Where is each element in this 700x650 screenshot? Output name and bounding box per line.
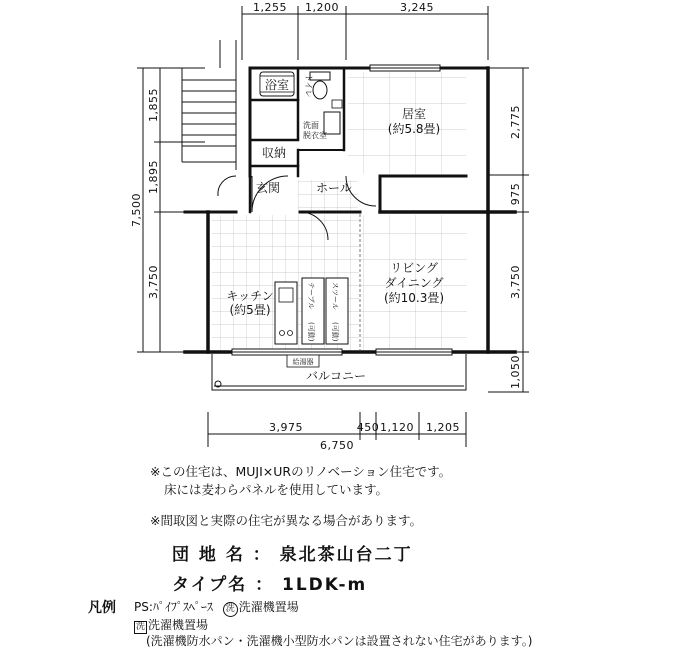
legend-row-1 [134, 598, 299, 617]
legend-washer-box-label: 洗濯機置場 [148, 618, 209, 632]
dim-top-3: 3,245 [400, 1, 434, 14]
dim-top-1: 1,255 [253, 1, 287, 14]
room-toilet: トイレ [304, 74, 313, 98]
room-balcony: バルコニー [305, 369, 367, 383]
dim-left-2: 1,895 [147, 160, 160, 194]
legend-ps: PS:ﾊﾟｲﾌﾟｽﾍﾟｰｽ [134, 600, 213, 614]
washer-box-icon: 洗 [136, 622, 146, 632]
room-living-size: (約10.3畳) [383, 291, 445, 305]
dim-right-2: 975 [509, 182, 522, 206]
washer-circle-icon: 洗 [223, 602, 238, 617]
dim-right-3: 3,750 [509, 265, 522, 299]
room-bedroom-size: (約5.8畳) [387, 122, 441, 136]
room-hall: ホール [316, 181, 352, 195]
bedroom-window [370, 65, 440, 71]
staircase [182, 40, 236, 170]
room-living-name1: リビング [390, 261, 438, 275]
legend-washer-note: (洗濯機防水パン・洗濯機小型防水パンは設置されない住宅があります。) [146, 634, 533, 648]
dim-bottom-1: 3,975 [269, 421, 303, 434]
dim-left-1: 1,855 [147, 88, 160, 122]
table-movable: (可動) [307, 322, 315, 342]
dim-left-3: 3,750 [147, 265, 160, 299]
note-disclaimer: ※間取図と実際の住宅が異なる場合があります。 [150, 513, 422, 528]
kitchen-counter [275, 282, 297, 344]
room-washroom-line2: 脱衣室 [303, 131, 327, 140]
stool-movable: (可動) [331, 322, 339, 342]
dim-bottom-total: 6,750 [320, 439, 354, 452]
room-bedroom-name: 居室 [401, 107, 427, 121]
pipe-space [332, 100, 342, 108]
dim-top-2: 1,200 [305, 1, 339, 14]
room-bath: 浴室 [264, 78, 290, 92]
dim-right-1: 2,775 [509, 105, 522, 139]
top-dimension-line [242, 6, 488, 60]
room-entrance: 玄関 [256, 181, 281, 195]
complex-name: 団 地 名 ： 泉北茶山台二丁 [172, 545, 413, 565]
dim-left-total: 7,500 [130, 193, 143, 227]
room-kitchen-name: キッチン [226, 289, 274, 303]
legend-washer-circle-label: 洗濯機置場 [238, 600, 299, 614]
toilet-fixture [313, 81, 327, 99]
legend-heading: 凡例 [88, 600, 116, 616]
table-label: テーブル [307, 282, 315, 310]
room-storage: 収納 [262, 146, 287, 160]
water-heater-label: 給湯器 [292, 358, 314, 366]
dim-bottom-4: 1,205 [426, 421, 460, 434]
room-kitchen-size: (約5畳) [229, 303, 271, 317]
room-washroom-line1: 洗面 [303, 121, 319, 130]
dim-bottom-2: 450 [356, 421, 380, 434]
balcony-windows [232, 349, 452, 355]
stool-label: スツール [331, 282, 339, 310]
room-living-name2: ダイニング [384, 276, 444, 290]
note-floor: 床には麦わらパネルを使用しています。 [164, 482, 389, 497]
dim-right-4: 1,050 [509, 355, 522, 389]
note-muji: ※この住宅は、MUJI×URのリノベーション住宅です。 [150, 464, 452, 479]
type-name: タイプ名 ： 1LDK-m [172, 575, 368, 595]
dim-bottom-3: 1,120 [380, 421, 414, 434]
